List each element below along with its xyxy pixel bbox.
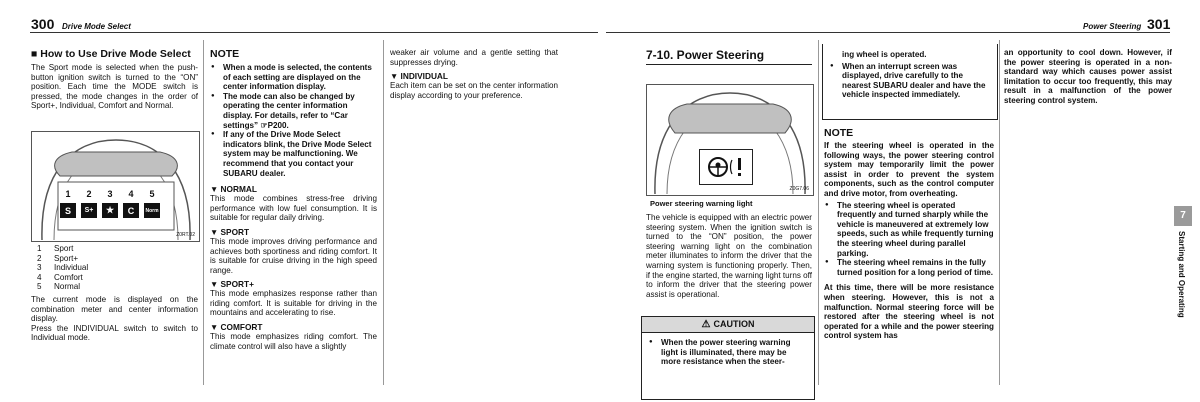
power-steering-figure xyxy=(646,84,814,196)
note-list xyxy=(824,201,994,278)
caution-item: ● When the power steering warning light is illuminated, there may be more resistance when the steer- xyxy=(648,338,808,367)
legend-item: 3 Individual xyxy=(37,263,89,273)
note-intro: If the steering wheel is operated in the following ways, the power steering control system may temporarily limit the power assist in order to prevent the system components, such as the control computer and drive motor, from overheating. xyxy=(824,141,994,198)
figure-caption: Power steering warning light xyxy=(650,199,753,208)
left-page-number: 300 xyxy=(31,16,55,32)
mode-number: 5 xyxy=(149,189,155,199)
sport-mode-icon: S xyxy=(60,203,76,218)
normal-mode-icon: Norm xyxy=(144,203,160,218)
power-steering-warning-icon xyxy=(700,150,752,184)
left-column-1 xyxy=(31,48,198,111)
caution-box-continued xyxy=(822,44,998,120)
note-item: ● The steering wheel is operated frequently and turned sharply while the vehicle is maneuvered at extremely low speeds, such as while frequently turning the steering wheel during parallel parking. xyxy=(824,201,994,259)
mode-text-sport: This mode improves driving performance and achieves both sportiness and riding comfort. It is suitable for cruise driving in the high speed range. xyxy=(210,236,377,275)
legend-item: 2 Sport+ xyxy=(37,253,79,263)
comfort-mode-icon: C xyxy=(123,203,139,218)
left-column-3 xyxy=(390,48,558,100)
mode-number: 4 xyxy=(128,189,134,199)
note-title: NOTE xyxy=(824,127,854,139)
caution-continuation: ing wheel is operated. xyxy=(842,50,927,59)
right-running-title: Power Steering xyxy=(1083,22,1142,31)
left-running-title: Drive Mode Select xyxy=(62,22,131,31)
left-column-2 xyxy=(210,48,377,351)
mode-number-row xyxy=(60,189,160,199)
after-legend-text xyxy=(31,295,198,343)
right-column-3-text: an opportunity to cool down. However, if the power steering is operated in a non-standard way which causes power assist limitation to occur too frequently, this may result in a malfunction of the power steering control system. xyxy=(1004,48,1172,105)
column-divider xyxy=(818,40,819,385)
mode-text-sport-plus: This mode emphasizes response rather than riding comfort. It is suitable for driving in the mountains and accelerating to rise. xyxy=(210,289,377,318)
note-title: NOTE xyxy=(210,48,240,60)
section-title: 7-10. Power Steering xyxy=(646,48,765,62)
caution-list xyxy=(642,333,814,367)
note-item: ● The mode can also be changed by operating the center information display. For details, refer to “Car settings” ☞P200. xyxy=(210,92,377,130)
note-after: At this time, there will be more resistance when steering. However, this is not a malfunction. Normal steering force will be restored after the steering wheel is not operated for a while and the power steering control system has xyxy=(824,283,994,341)
comfort-continuation: weaker air volume and a gentle setting that suppresses drying. xyxy=(390,48,558,67)
chapter-tab: 7 xyxy=(1174,206,1192,226)
caution-item: ● When an interrupt screen was displayed, drive carefully to the nearest SUBARU dealer and have the vehicle inspected immediately. xyxy=(829,62,991,100)
right-page-number: 301 xyxy=(1147,16,1171,32)
mode-text-individual: Each item can be set on the center information display according to your preference. xyxy=(390,81,558,100)
sport-plus-mode-icon: S+ xyxy=(81,203,97,218)
legend-item: 1 Sport xyxy=(37,244,74,253)
caution-title: CAUTION xyxy=(713,319,755,329)
figure-code: Z0RT.02 xyxy=(176,232,195,238)
caution-warning-icon: ⚠ xyxy=(701,319,711,330)
mode-heading-comfort: ▼ COMFORT xyxy=(210,322,263,333)
legend-item: 5 Normal xyxy=(37,282,81,292)
individual-switch-paragraph: Press the INDIVIDUAL switch to switch to Individual mode. xyxy=(31,323,198,343)
chapter-title: Starting and Operating xyxy=(1177,231,1186,318)
intro-paragraph: The Sport mode is selected when the push-button ignition switch is turned to the “ON” position. Each time the MODE switch is pressed, the mode changes in the order of Sport+, Individual, Comfort and Normal. xyxy=(31,63,198,111)
left-header-rule xyxy=(30,32,598,33)
mode-heading-sport-plus: ▼ SPORT+ xyxy=(210,279,254,290)
warning-light-box xyxy=(699,149,753,185)
mode-number: 3 xyxy=(107,189,113,199)
mode-switch-figure xyxy=(31,131,200,242)
mode-number: 1 xyxy=(65,189,71,199)
column-divider xyxy=(383,40,384,385)
mode-heading-normal: ▼ NORMAL xyxy=(210,184,257,195)
individual-mode-icon: ★ xyxy=(102,203,118,218)
mode-icon-row xyxy=(60,203,160,218)
section-heading: ■ How to Use Drive Mode Select xyxy=(31,48,191,60)
legend-item: 4 Comfort xyxy=(37,272,83,282)
caution-list xyxy=(823,60,997,100)
column-divider xyxy=(203,40,204,385)
meter-outline-illustration xyxy=(32,132,199,241)
column-divider xyxy=(999,40,1000,385)
mode-text-comfort: This mode emphasizes riding comfort. The climate control will also have a slightly xyxy=(210,332,377,351)
note-item: ● If any of the Drive Mode Select indicators blink, the Drive Mode Select system may be malfunctioning. We recommend that you contact your SUBARU dealer. xyxy=(210,130,377,178)
note-item: ● The steering wheel remains in the fully turned position for a long period of time. xyxy=(824,258,994,277)
caution-box xyxy=(641,316,815,400)
right-header-rule xyxy=(606,32,1170,33)
caution-header xyxy=(642,317,814,333)
section-title-rule xyxy=(646,64,812,65)
mode-heading-individual: ▼ INDIVIDUAL xyxy=(390,71,448,82)
current-mode-paragraph: The current mode is displayed on the combination meter and center information display. xyxy=(31,295,198,324)
mode-text-normal: This mode combines stress-free driving performance with low fuel consumption. It is suitable for regular daily driving. xyxy=(210,194,377,223)
mode-legend xyxy=(37,244,187,292)
note-list xyxy=(210,63,377,178)
right-column-2 xyxy=(824,127,994,341)
mode-number: 2 xyxy=(86,189,92,199)
note-item: ● When a mode is selected, the contents of each setting are displayed on the center information display. xyxy=(210,63,377,92)
power-steering-body: The vehicle is equipped with an electric power steering system. When the ignition switch is turned to the “ON” position, the power steering warning light on the combination meter illuminates to inform the driver that the warning system is functioning properly. Then, if the engine started, the warning light turns off to inform the driver that the steering power assist is operational. xyxy=(646,213,812,299)
mode-heading-sport: ▼ SPORT xyxy=(210,226,250,237)
figure-code: Z0G7.06 xyxy=(789,186,809,192)
